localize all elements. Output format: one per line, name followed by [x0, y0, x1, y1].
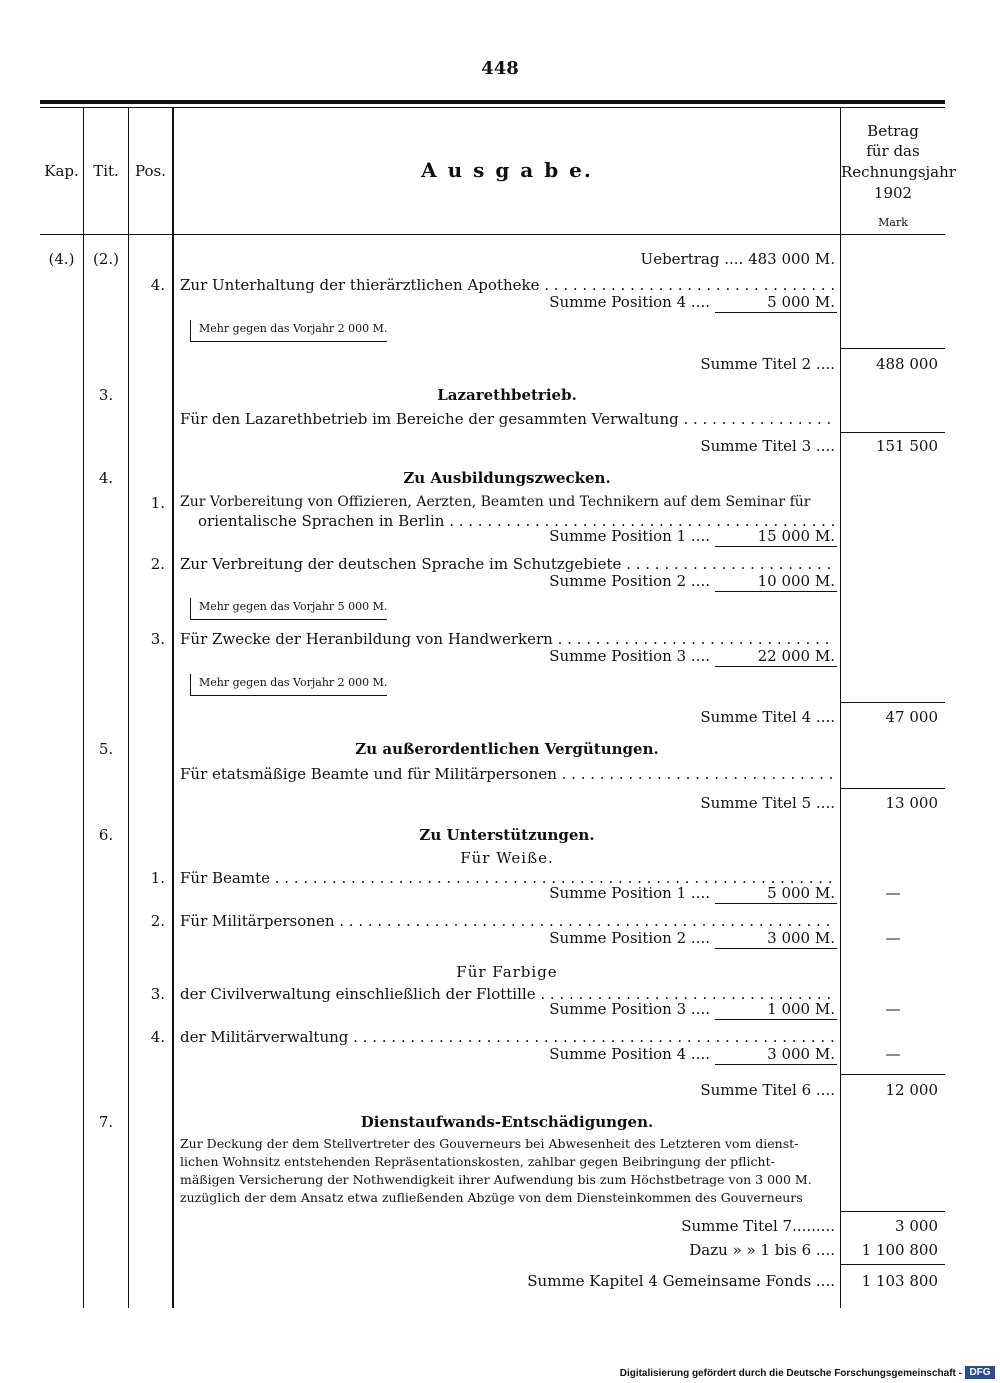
position-text: Für Zwecke der Heranbildung von Handwerkern . . . [180, 630, 835, 648]
header-bottom-rule [40, 234, 945, 235]
tit-number: 3. [98, 386, 114, 404]
position-sum-value: 1 000 M. [767, 1000, 835, 1018]
footer-credit: Digitalisierung gefördert durch die Deutsche Forschungsgemeinschaft - [619, 1368, 962, 1379]
mehr-note: Mehr gegen das Vorjahr 5 000 M. [190, 598, 387, 620]
pos-number: 4. [150, 276, 165, 294]
sum-rule [841, 702, 945, 703]
dash: — [885, 884, 901, 902]
position-sum-label: Summe Position 4 .... [549, 293, 710, 311]
position-text: Für Beamte . . . [180, 869, 835, 887]
sum-rule [841, 348, 945, 349]
position-text: Für den Lazarethbetrieb im Bereiche der gesammten Verwaltung . . . [180, 410, 835, 428]
position-text-continued: zuzüglich der dem Ansatz etwa zufließenden Abzüge von dem Diensteinkommen des Gouverneurs [180, 1190, 803, 1205]
position-sum-value: 3 000 M. [767, 1045, 835, 1063]
header-betrag-1: Betrag [867, 122, 919, 140]
dash: — [885, 929, 901, 947]
position-sum-label: Summe Position 4 .... [549, 1045, 710, 1063]
pos-number: 4. [150, 1028, 165, 1046]
sum-rule [841, 788, 945, 789]
tit-number: 7. [98, 1113, 114, 1131]
titel-heading: Zu außerordentlichen Vergütungen. [355, 740, 659, 758]
dfg-logo: DFG [965, 1366, 995, 1379]
titel-sum-label: Summe Titel 3 .... [700, 437, 835, 455]
sum-underline [715, 1019, 837, 1020]
position-text: Zur Deckung der dem Stellvertreter des Gouverneurs bei Abwesenheit des Letzteren vom dienst- [180, 1136, 799, 1151]
uebertrag: Uebertrag .... 483 000 M. [640, 250, 835, 268]
titel-heading: Zu Ausbildungszwecken. [403, 469, 611, 487]
subheading: Für Farbige [456, 963, 558, 981]
kapitel-sum-value: 1 103 800 [861, 1272, 938, 1290]
pos-number: 1. [150, 494, 165, 512]
titel-sum-label: Summe Titel 7......... [681, 1217, 835, 1235]
titel-heading: Zu Unterstützungen. [419, 826, 595, 844]
sum-underline [715, 948, 837, 949]
position-sum-value: 5 000 M. [767, 293, 835, 311]
sum-rule [841, 1211, 945, 1212]
titel-sum-value: 13 000 [885, 794, 938, 812]
titel-sum-label: Summe Titel 6 .... [700, 1081, 835, 1099]
header-tit: Tit. [93, 162, 119, 180]
dazu-value: 1 100 800 [861, 1241, 938, 1259]
kapitel-sum-label: Summe Kapitel 4 Gemeinsame Fonds .... [527, 1272, 835, 1290]
dazu-label: Dazu » » 1 bis 6 .... [689, 1241, 835, 1259]
sum-rule [841, 432, 945, 433]
titel-sum-value: 488 000 [875, 355, 938, 373]
position-text: der Militärverwaltung . . . [180, 1028, 835, 1046]
position-text-continued: orientalische Sprachen in Berlin . . . [198, 512, 835, 530]
sum-underline [715, 666, 837, 667]
titel-sum-value: 3 000 [895, 1217, 938, 1235]
position-sum-value: 22 000 M. [757, 647, 835, 665]
kap-value: (4.) [48, 250, 75, 268]
tit-number: 4. [98, 469, 114, 487]
position-text: der Civilverwaltung einschließlich der Flottille . . . [180, 985, 835, 1003]
titel-sum-value: 151 500 [875, 437, 938, 455]
position-text: Zur Vorbereitung von Offizieren, Aerzten, Beamten und Technikern auf dem Seminar für [180, 494, 811, 510]
pos-number: 2. [150, 555, 165, 573]
position-sum-value: 3 000 M. [767, 929, 835, 947]
titel-sum-value: 47 000 [885, 708, 938, 726]
position-sum-label: Summe Position 3 .... [549, 1000, 710, 1018]
titel-sum-value: 12 000 [885, 1081, 938, 1099]
position-sum-value: 15 000 M. [757, 527, 835, 545]
subheading: Für Weiße. [460, 849, 554, 867]
sum-underline [715, 591, 837, 592]
header-kap: Kap. [44, 162, 79, 180]
position-sum-label: Summe Position 2 .... [549, 929, 710, 947]
mehr-note: Mehr gegen das Vorjahr 2 000 M. [190, 320, 387, 342]
header-betrag-3: Rechnungsjahr [841, 163, 956, 181]
tit-value: (2.) [92, 250, 119, 268]
top-rule-thin [40, 107, 945, 108]
tit-number: 5. [98, 740, 114, 758]
pos-number: 3. [150, 630, 165, 648]
dash: — [885, 1045, 901, 1063]
sum-underline [715, 312, 837, 313]
position-text: Für Militärpersonen . . . [180, 912, 835, 930]
position-text: Zur Verbreitung der deutschen Sprache im Schutzgebiete . . . [180, 555, 835, 573]
sum-underline [715, 1064, 837, 1065]
position-sum-label: Summe Position 3 .... [549, 647, 710, 665]
sum-rule [841, 1074, 945, 1075]
top-rule-thick [40, 100, 945, 104]
pos-number: 3. [150, 985, 165, 1003]
header-betrag-2: für das [866, 142, 920, 160]
header-title: A u s g a b e. [421, 158, 593, 182]
titel-sum-label: Summe Titel 4 .... [700, 708, 835, 726]
titel-heading: Dienstaufwands-Entschädigungen. [360, 1113, 654, 1131]
position-text: Für etatsmäßige Beamte und für Militärpersonen . . . [180, 765, 835, 783]
position-text: Zur Unterhaltung der thierärztlichen Apotheke . . . [180, 276, 835, 294]
sum-rule [841, 1264, 945, 1265]
pos-number: 2. [150, 912, 165, 930]
sum-underline [715, 903, 837, 904]
titel-heading: Lazarethbetrieb. [437, 386, 577, 404]
position-text-continued: lichen Wohnsitz entstehenden Repräsentationskosten, zahlbar gegen Beibringung der pflicht- [180, 1154, 775, 1169]
pos-number: 1. [150, 869, 165, 887]
position-sum-value: 5 000 M. [767, 884, 835, 902]
position-text-continued: mäßigen Versicherung der Nothwendigkeit ihrer Aufwendung bis zum Höchstbetrage von 3 000 M. [180, 1172, 812, 1187]
titel-sum-label: Summe Titel 2 .... [700, 355, 835, 373]
position-sum-value: 10 000 M. [757, 572, 835, 590]
sum-underline [715, 546, 837, 547]
mehr-note: Mehr gegen das Vorjahr 2 000 M. [190, 674, 387, 696]
page-number: 448 [481, 58, 519, 79]
position-sum-label: Summe Position 1 .... [549, 527, 710, 545]
dash: — [885, 1000, 901, 1018]
titel-sum-label: Summe Titel 5 .... [700, 794, 835, 812]
header-betrag-year: 1902 [873, 184, 913, 202]
tit-number: 6. [98, 826, 114, 844]
position-sum-label: Summe Position 2 .... [549, 572, 710, 590]
header-pos: Pos. [135, 162, 166, 180]
header-betrag-unit: Mark [878, 216, 908, 229]
position-sum-label: Summe Position 1 .... [549, 884, 710, 902]
